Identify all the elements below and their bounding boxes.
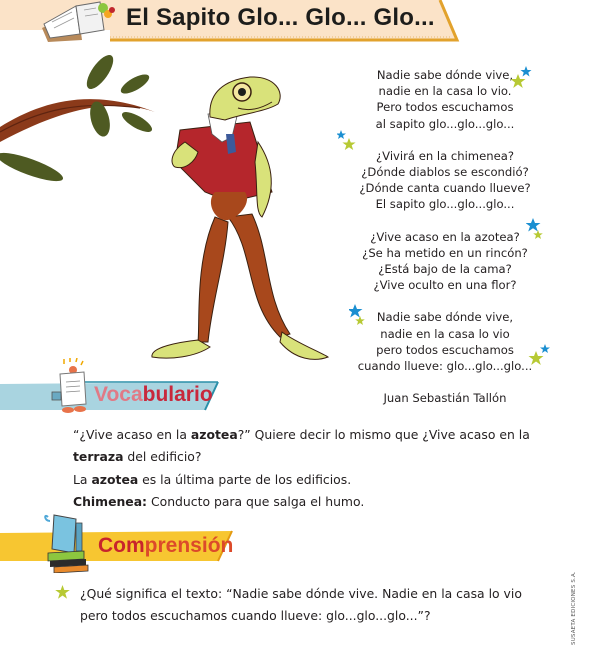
stack-of-books-icon xyxy=(34,509,94,573)
page-title: El Sapito Glo... Glo... Glo... xyxy=(126,4,435,31)
vocabulary-line: “¿Vive acaso en la azotea?” Quiere decir lo mismo que ¿Vive acaso en la xyxy=(73,427,530,442)
star-icon xyxy=(55,585,70,600)
publisher-credit: SUSAETA EDICIONES S.A. xyxy=(571,571,577,645)
poem-line: ¿Está bajo de la cama? xyxy=(378,262,512,277)
poem-line: ¿Se ha metido en un rincón? xyxy=(362,245,528,260)
poem-line: El sapito glo...glo...glo... xyxy=(375,197,515,212)
frog-character xyxy=(152,77,328,359)
poem xyxy=(335,67,555,406)
vocabulary-line: La azotea es la última parte de los edificios. xyxy=(73,471,352,487)
poem-line: nadie en la casa lo vio xyxy=(380,326,510,341)
open-book-with-worm-icon xyxy=(38,0,118,42)
star-pair-icon xyxy=(349,304,369,326)
title-banner xyxy=(0,0,460,42)
poem-line: ¿Vive acaso en la azotea? xyxy=(370,229,520,244)
poem-author: Juan Sebastián Tallón xyxy=(383,391,507,406)
poem-stanza-2 xyxy=(335,148,555,213)
tree-branch xyxy=(0,51,155,186)
poem-line: ¿Dónde canta cuando llueve? xyxy=(359,181,531,196)
star-pair-icon xyxy=(528,344,550,368)
question-line-2: pero todos escuchamos cuando llueve: glo...glo...glo...”? xyxy=(80,608,431,623)
vocabulary-line: terraza del edificio? xyxy=(73,449,202,465)
poem-line: ¿Dónde diablos se escondió? xyxy=(361,165,529,180)
poem-line: Nadie sabe dónde vive, xyxy=(376,310,514,325)
poem-line: ¿Vivirá en la chimenea? xyxy=(376,148,514,163)
vocabulary-title: Vocabulario xyxy=(94,383,213,406)
poem-stanza-3 xyxy=(335,229,555,294)
poem-line: al sapito glo...glo...glo... xyxy=(375,116,515,131)
paper-character-icon xyxy=(48,358,98,414)
poem-line: Pero todos escuchamos xyxy=(376,100,514,115)
comprehension-question xyxy=(80,583,550,627)
poem-line: pero todos escuchamos xyxy=(376,342,514,357)
vocabulary-line: Chimenea: Conducto para que salga el humo. xyxy=(73,493,365,509)
poem-line: ¿Vive oculto en una flor? xyxy=(373,278,517,293)
comprehension-title: Comprensión xyxy=(98,534,234,557)
star-pair-icon xyxy=(337,130,357,152)
vocabulary-section-header xyxy=(0,374,230,414)
poem-line: Nadie sabe dónde vive, xyxy=(376,68,514,82)
star-pair-icon xyxy=(510,66,532,90)
comprehension-section-header xyxy=(0,527,240,565)
star-pair-icon xyxy=(526,218,546,240)
poem-line: cuando llueve: glo...glo...glo... xyxy=(357,359,533,374)
frog-illustration xyxy=(0,42,340,372)
poem-line: nadie en la casa lo vio. xyxy=(378,84,512,99)
vocabulary-definitions xyxy=(73,424,553,513)
question-line-1: ¿Qué significa el texto: “Nadie sabe dónde vive. Nadie en la casa lo vio xyxy=(80,586,522,601)
